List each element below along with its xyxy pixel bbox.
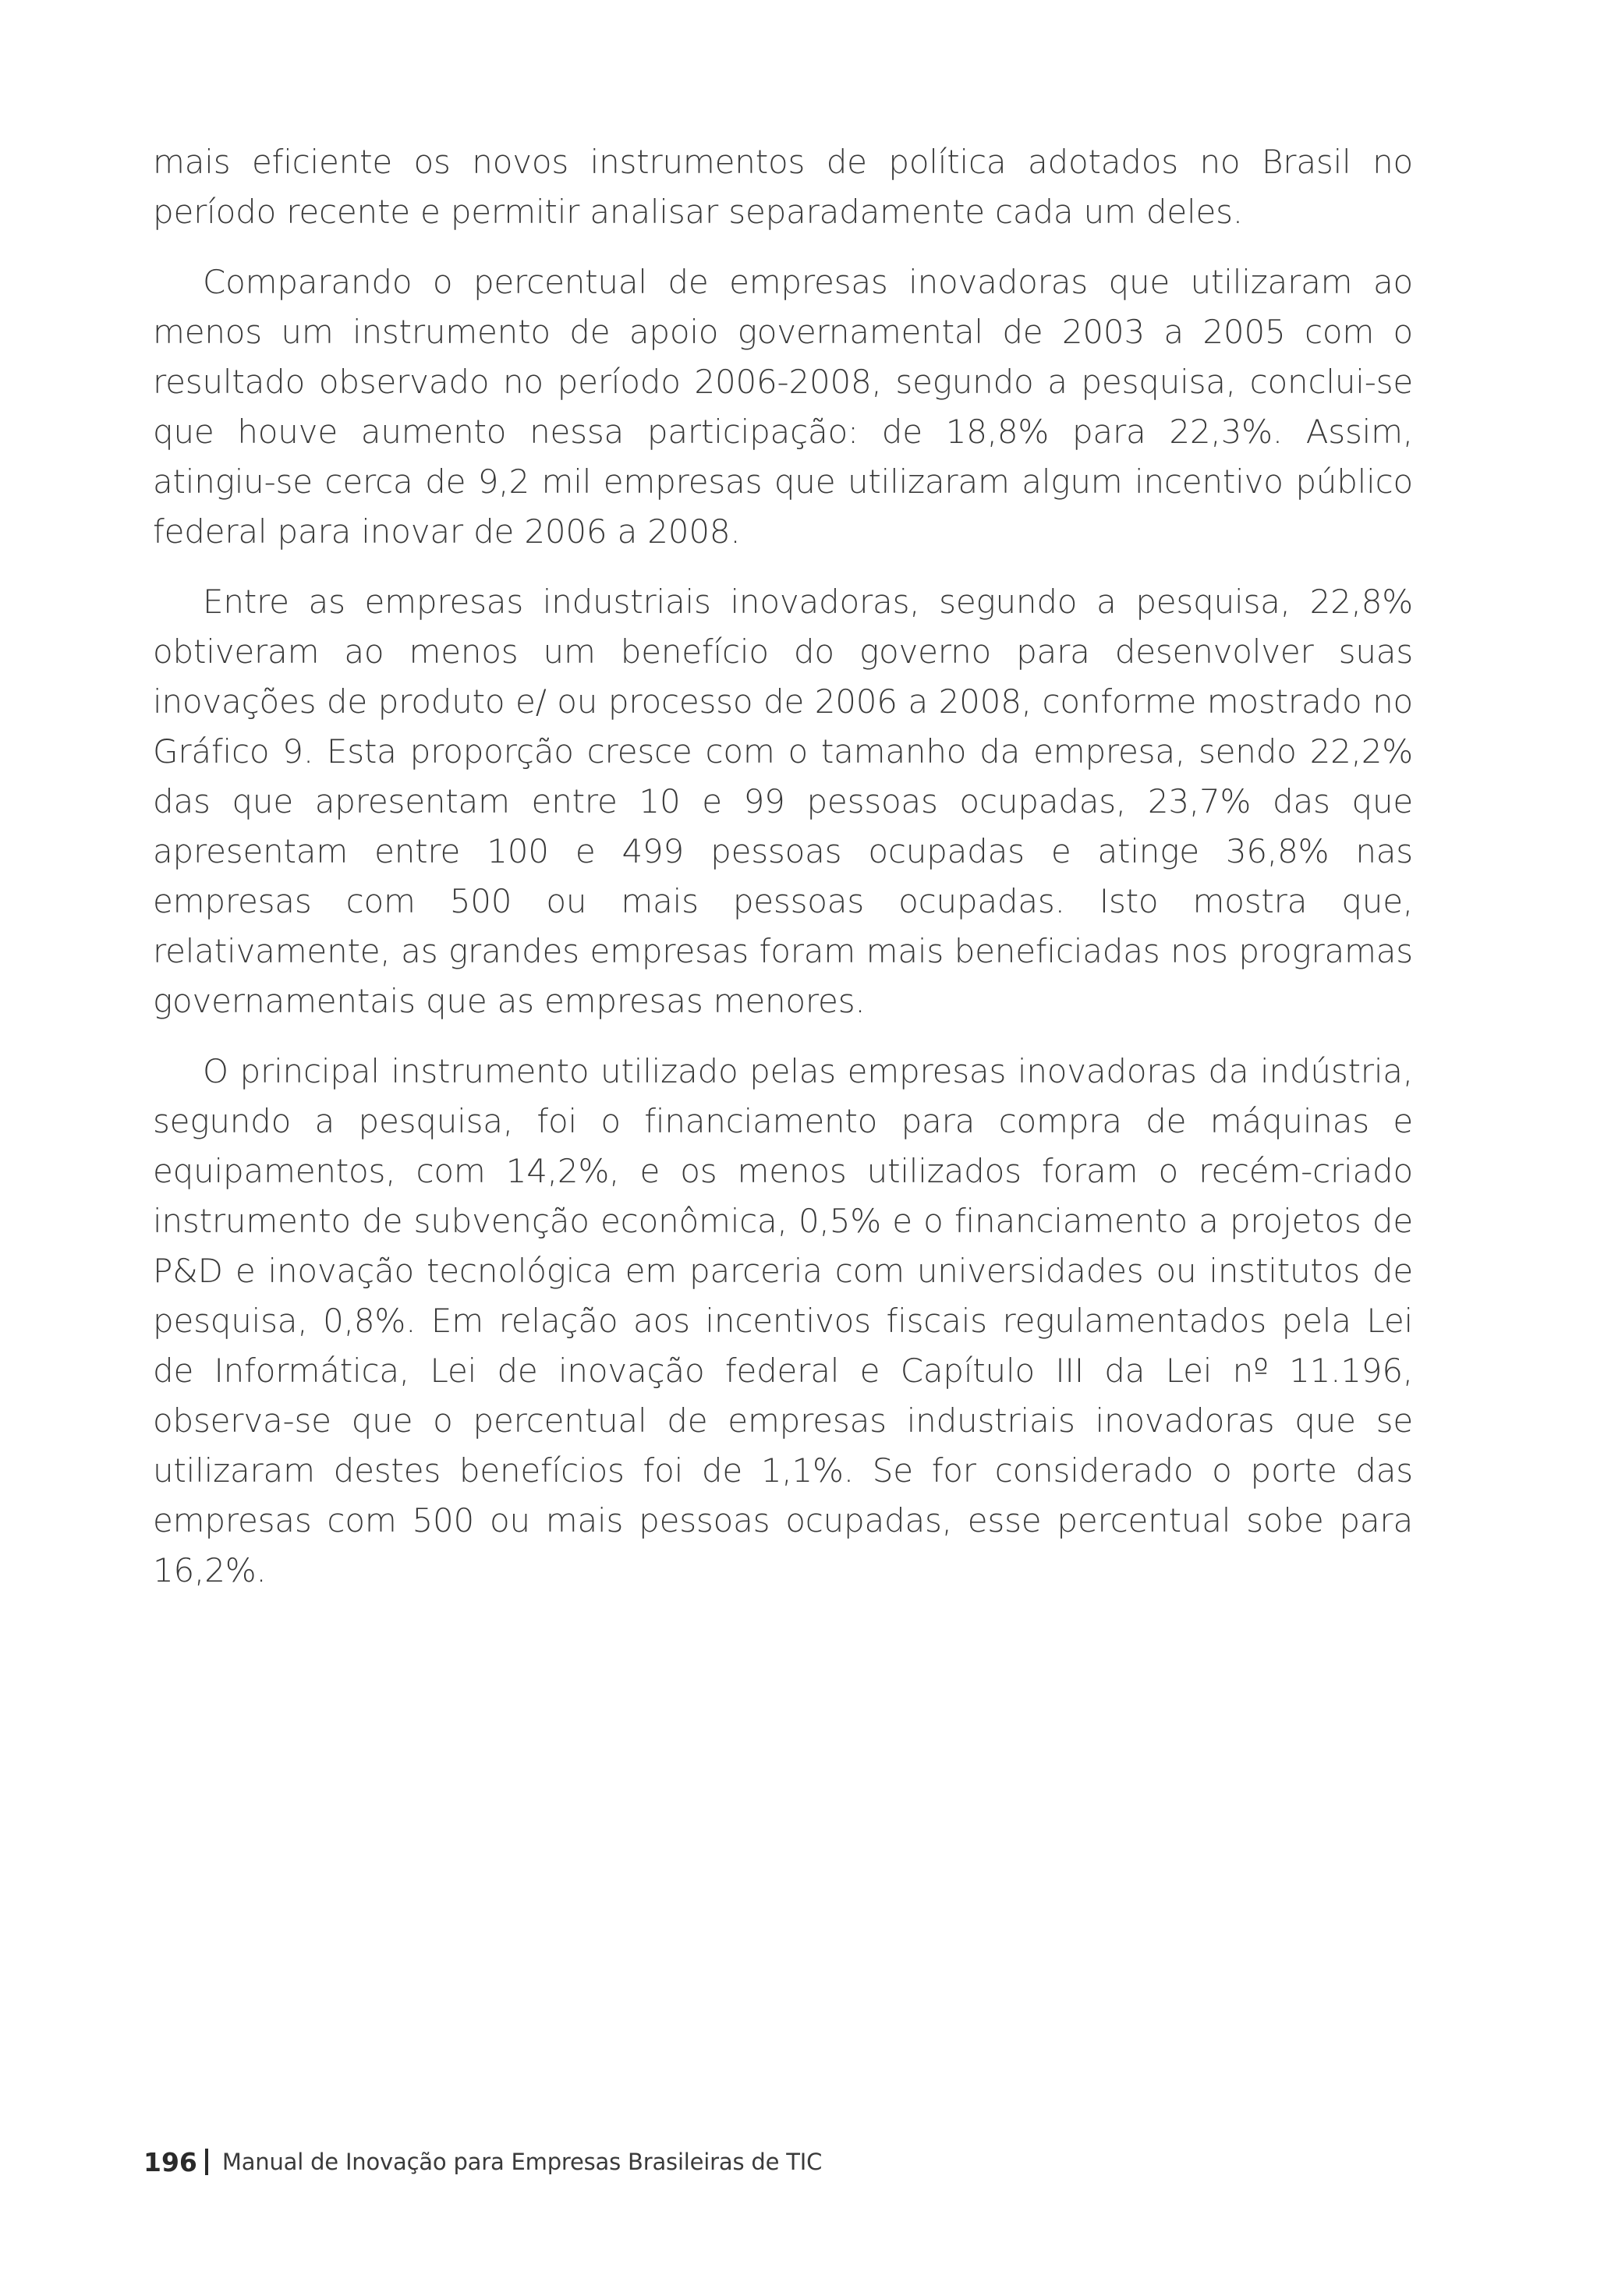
footer-separator — [205, 2149, 208, 2175]
page-body — [153, 137, 1413, 1616]
paragraph-main-instrument: O principal instrumento utilizado pelas empresas inovadoras da indústria, segundo a pesquisa, foi o financiamento para compra de máquinas e equipamentos, com 14,2%, e os menos utilizados foram o recém-criado instrumento de subvenção econômica, 0,5% e o financiamento a projetos de P&D e inovação tecnológica em parceria com universidades ou institutos de pesquisa, 0,8%. Em relação aos incentivos fiscais regulamentados pela Lei de Informática, Lei de inovação federal e Capítulo III da Lei nº 11.196, observa-se que o percentual de empresas industriais inovadoras que se utilizaram destes benefícios foi de 1,1%. Se for considerado o porte das empresas com 500 ou mais pessoas ocupadas, esse percentual sobe para 16,2%. — [153, 1052, 1413, 1589]
paragraph-company-size: Entre as empresas industriais inovadoras, segundo a pesquisa, 22,8% obtiveram ao menos um benefício do governo para desenvolver suas inovações de produto e/ ou processo de 2006 a 2008, conforme mostrado no Gráfico 9. Esta proporção cresce com o tamanho da empresa, sendo 22,2% das que apresentam entre 10 e 99 pessoas ocupadas, 23,7% das que apresentam entre 100 e 499 pessoas ocupadas e atinge 36,8% nas empresas com 500 ou mais pessoas ocupadas. Isto mostra que, relativamente, as grandes empresas foram mais beneficiadas nos programas governamentais que as empresas menores. — [153, 583, 1413, 1020]
page-number: 196 — [143, 2146, 197, 2177]
footer-book-title: Manual de Inovação para Empresas Brasileiras de TIC — [221, 2149, 823, 2175]
paragraph-continuation: mais eficiente os novos instrumentos de política adotados no Brasil no período recente e permitir analisar separadamente cada um deles. — [153, 143, 1413, 231]
page-footer — [143, 2146, 822, 2177]
paragraph-government-support: Comparando o percentual de empresas inovadoras que utilizaram ao menos um instrumento de apoio governamental de 2003 a 2005 com o resultado observado no período 2006-2008, segundo a pesquisa, conclui-se que houve aumento nessa participação: de 18,8% para 22,3%. Assim, atingiu-se cerca de 9,2 mil empresas que utilizaram algum incentivo público federal para inovar de 2006 a 2008. — [153, 263, 1413, 551]
